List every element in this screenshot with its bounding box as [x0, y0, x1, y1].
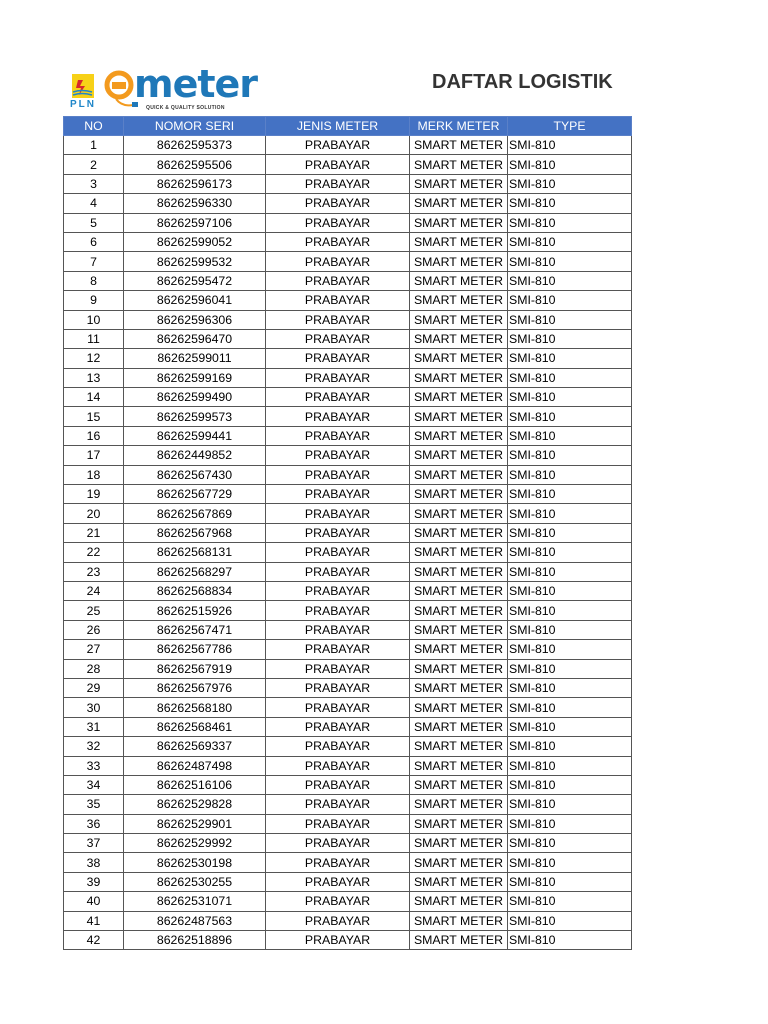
- cell-merk-meter: SMART METER: [410, 795, 508, 814]
- header-nomor-seri: NOMOR SERI: [124, 117, 266, 136]
- cell-no: 34: [64, 775, 124, 794]
- cell-merk-meter: SMART METER: [410, 174, 508, 193]
- cell-jenis-meter: PRABAYAR: [266, 155, 410, 174]
- cell-no: 6: [64, 232, 124, 251]
- cell-no: 4: [64, 194, 124, 213]
- cell-merk-meter: SMART METER: [410, 349, 508, 368]
- cell-no: 18: [64, 465, 124, 484]
- cell-no: 14: [64, 388, 124, 407]
- cell-nomor-seri: 86262568297: [124, 562, 266, 581]
- cell-type: SMI-810: [508, 795, 632, 814]
- cell-nomor-seri: 86262599532: [124, 252, 266, 271]
- cell-nomor-seri: 86262531071: [124, 892, 266, 911]
- cell-type: SMI-810: [508, 136, 632, 155]
- cell-jenis-meter: PRABAYAR: [266, 795, 410, 814]
- cell-type: SMI-810: [508, 581, 632, 600]
- cell-merk-meter: SMART METER: [410, 465, 508, 484]
- cell-merk-meter: SMART METER: [410, 523, 508, 542]
- table-row: [64, 911, 632, 930]
- table-row: [64, 659, 632, 678]
- cell-merk-meter: SMART METER: [410, 659, 508, 678]
- cell-jenis-meter: PRABAYAR: [266, 775, 410, 794]
- table-row: [64, 155, 632, 174]
- table-row: [64, 931, 632, 950]
- cell-nomor-seri: 86262599441: [124, 426, 266, 445]
- cell-nomor-seri: 86262567471: [124, 620, 266, 639]
- cell-no: 15: [64, 407, 124, 426]
- cell-merk-meter: SMART METER: [410, 640, 508, 659]
- table-row: [64, 814, 632, 833]
- cell-jenis-meter: PRABAYAR: [266, 465, 410, 484]
- cell-jenis-meter: PRABAYAR: [266, 213, 410, 232]
- cell-merk-meter: SMART METER: [410, 213, 508, 232]
- cell-no: 29: [64, 678, 124, 697]
- document-title: DAFTAR LOGISTIK: [432, 71, 613, 93]
- cell-merk-meter: SMART METER: [410, 756, 508, 775]
- cell-type: SMI-810: [508, 931, 632, 950]
- table-row: [64, 562, 632, 581]
- cell-type: SMI-810: [508, 349, 632, 368]
- cell-type: SMI-810: [508, 853, 632, 872]
- table-row: [64, 446, 632, 465]
- cell-type: SMI-810: [508, 213, 632, 232]
- table-row: [64, 349, 632, 368]
- table-row: [64, 232, 632, 251]
- cell-type: SMI-810: [508, 291, 632, 310]
- table-row: [64, 640, 632, 659]
- table-row: [64, 329, 632, 348]
- cell-type: SMI-810: [508, 659, 632, 678]
- cell-type: SMI-810: [508, 562, 632, 581]
- cell-nomor-seri: 86262567968: [124, 523, 266, 542]
- cell-merk-meter: SMART METER: [410, 911, 508, 930]
- cell-merk-meter: SMART METER: [410, 426, 508, 445]
- cell-merk-meter: SMART METER: [410, 872, 508, 891]
- cell-no: 2: [64, 155, 124, 174]
- cell-nomor-seri: 86262599052: [124, 232, 266, 251]
- cell-type: SMI-810: [508, 543, 632, 562]
- cell-nomor-seri: 86262449852: [124, 446, 266, 465]
- table-row: [64, 620, 632, 639]
- cell-jenis-meter: PRABAYAR: [266, 640, 410, 659]
- cell-no: 28: [64, 659, 124, 678]
- cell-jenis-meter: PRABAYAR: [266, 252, 410, 271]
- cell-jenis-meter: PRABAYAR: [266, 601, 410, 620]
- cell-jenis-meter: PRABAYAR: [266, 291, 410, 310]
- cell-type: SMI-810: [508, 775, 632, 794]
- table-row: [64, 407, 632, 426]
- cell-nomor-seri: 86262518896: [124, 931, 266, 950]
- cell-no: 37: [64, 834, 124, 853]
- cell-merk-meter: SMART METER: [410, 698, 508, 717]
- cell-merk-meter: SMART METER: [410, 601, 508, 620]
- cell-type: SMI-810: [508, 174, 632, 193]
- table-row: [64, 737, 632, 756]
- table-row: [64, 388, 632, 407]
- cell-merk-meter: SMART METER: [410, 252, 508, 271]
- cell-merk-meter: SMART METER: [410, 620, 508, 639]
- cell-jenis-meter: PRABAYAR: [266, 678, 410, 697]
- cell-nomor-seri: 86262597106: [124, 213, 266, 232]
- cell-jenis-meter: PRABAYAR: [266, 911, 410, 930]
- cell-no: 13: [64, 368, 124, 387]
- cell-no: 21: [64, 523, 124, 542]
- cell-nomor-seri: 86262568834: [124, 581, 266, 600]
- cell-nomor-seri: 86262595506: [124, 155, 266, 174]
- cell-merk-meter: SMART METER: [410, 853, 508, 872]
- cell-nomor-seri: 86262568461: [124, 717, 266, 736]
- cell-merk-meter: SMART METER: [410, 581, 508, 600]
- cell-jenis-meter: PRABAYAR: [266, 136, 410, 155]
- cell-nomor-seri: 86262567786: [124, 640, 266, 659]
- cell-type: SMI-810: [508, 620, 632, 639]
- cell-merk-meter: SMART METER: [410, 446, 508, 465]
- cell-type: SMI-810: [508, 717, 632, 736]
- cell-type: SMI-810: [508, 892, 632, 911]
- table-row: [64, 271, 632, 290]
- cell-merk-meter: SMART METER: [410, 485, 508, 504]
- cell-no: 33: [64, 756, 124, 775]
- cell-type: SMI-810: [508, 465, 632, 484]
- table-row: [64, 872, 632, 891]
- cell-merk-meter: SMART METER: [410, 543, 508, 562]
- table-row: [64, 581, 632, 600]
- cell-type: SMI-810: [508, 271, 632, 290]
- cell-nomor-seri: 86262515926: [124, 601, 266, 620]
- cell-merk-meter: SMART METER: [410, 388, 508, 407]
- cell-type: SMI-810: [508, 485, 632, 504]
- cell-nomor-seri: 86262567869: [124, 504, 266, 523]
- cell-jenis-meter: PRABAYAR: [266, 349, 410, 368]
- cell-type: SMI-810: [508, 756, 632, 775]
- cell-jenis-meter: PRABAYAR: [266, 232, 410, 251]
- cell-type: SMI-810: [508, 523, 632, 542]
- cell-jenis-meter: PRABAYAR: [266, 543, 410, 562]
- cell-type: SMI-810: [508, 252, 632, 271]
- cell-no: 5: [64, 213, 124, 232]
- cell-jenis-meter: PRABAYAR: [266, 620, 410, 639]
- cell-jenis-meter: PRABAYAR: [266, 407, 410, 426]
- table-row: [64, 136, 632, 155]
- header-jenis-meter: JENIS METER: [266, 117, 410, 136]
- cell-nomor-seri: 86262599011: [124, 349, 266, 368]
- cell-no: 31: [64, 717, 124, 736]
- cell-type: SMI-810: [508, 872, 632, 891]
- emeter-tagline: QUICK & QUALITY SOLUTION: [146, 105, 225, 111]
- table-row: [64, 310, 632, 329]
- cell-no: 30: [64, 698, 124, 717]
- cell-no: 41: [64, 911, 124, 930]
- cell-jenis-meter: PRABAYAR: [266, 271, 410, 290]
- cell-no: 10: [64, 310, 124, 329]
- cell-merk-meter: SMART METER: [410, 155, 508, 174]
- cell-nomor-seri: 86262567976: [124, 678, 266, 697]
- cell-no: 23: [64, 562, 124, 581]
- cell-jenis-meter: PRABAYAR: [266, 834, 410, 853]
- emeter-logo: [104, 62, 258, 114]
- cell-type: SMI-810: [508, 194, 632, 213]
- table-row: [64, 795, 632, 814]
- cell-jenis-meter: PRABAYAR: [266, 853, 410, 872]
- table-row: [64, 213, 632, 232]
- cell-merk-meter: SMART METER: [410, 407, 508, 426]
- table-row: [64, 426, 632, 445]
- cell-jenis-meter: PRABAYAR: [266, 368, 410, 387]
- cell-nomor-seri: 86262529901: [124, 814, 266, 833]
- cell-nomor-seri: 86262567919: [124, 659, 266, 678]
- cell-jenis-meter: PRABAYAR: [266, 446, 410, 465]
- cell-no: 27: [64, 640, 124, 659]
- cell-nomor-seri: 86262599169: [124, 368, 266, 387]
- cell-nomor-seri: 86262529828: [124, 795, 266, 814]
- cell-type: SMI-810: [508, 737, 632, 756]
- table-row: [64, 717, 632, 736]
- cell-nomor-seri: 86262516106: [124, 775, 266, 794]
- cell-type: SMI-810: [508, 232, 632, 251]
- cell-nomor-seri: 86262595472: [124, 271, 266, 290]
- header-no: NO: [64, 117, 124, 136]
- cell-no: 35: [64, 795, 124, 814]
- cell-jenis-meter: PRABAYAR: [266, 872, 410, 891]
- cell-nomor-seri: 86262530198: [124, 853, 266, 872]
- cell-nomor-seri: 86262487563: [124, 911, 266, 930]
- cell-merk-meter: SMART METER: [410, 717, 508, 736]
- cell-jenis-meter: PRABAYAR: [266, 388, 410, 407]
- cell-type: SMI-810: [508, 329, 632, 348]
- cell-no: 1: [64, 136, 124, 155]
- table-row: [64, 368, 632, 387]
- header-type: TYPE: [508, 117, 632, 136]
- cell-no: 22: [64, 543, 124, 562]
- cell-merk-meter: SMART METER: [410, 194, 508, 213]
- cell-jenis-meter: PRABAYAR: [266, 717, 410, 736]
- cell-merk-meter: SMART METER: [410, 775, 508, 794]
- cell-jenis-meter: PRABAYAR: [266, 892, 410, 911]
- cell-no: 25: [64, 601, 124, 620]
- cell-merk-meter: SMART METER: [410, 504, 508, 523]
- cell-jenis-meter: PRABAYAR: [266, 310, 410, 329]
- cell-no: 36: [64, 814, 124, 833]
- cell-no: 16: [64, 426, 124, 445]
- cell-nomor-seri: 86262487498: [124, 756, 266, 775]
- cell-type: SMI-810: [508, 640, 632, 659]
- cell-nomor-seri: 86262567729: [124, 485, 266, 504]
- cell-nomor-seri: 86262596173: [124, 174, 266, 193]
- table-row: [64, 291, 632, 310]
- cell-nomor-seri: 86262529992: [124, 834, 266, 853]
- table-row: [64, 678, 632, 697]
- cell-no: 20: [64, 504, 124, 523]
- cell-type: SMI-810: [508, 834, 632, 853]
- emeter-brand-text: meter: [134, 62, 258, 106]
- table-row: [64, 601, 632, 620]
- table-row: [64, 756, 632, 775]
- cell-jenis-meter: PRABAYAR: [266, 329, 410, 348]
- cell-jenis-meter: PRABAYAR: [266, 659, 410, 678]
- cell-jenis-meter: PRABAYAR: [266, 194, 410, 213]
- cell-no: 3: [64, 174, 124, 193]
- pln-logo-label: PLN: [70, 99, 96, 110]
- cell-no: 11: [64, 329, 124, 348]
- cell-merk-meter: SMART METER: [410, 136, 508, 155]
- cell-type: SMI-810: [508, 504, 632, 523]
- cell-jenis-meter: PRABAYAR: [266, 485, 410, 504]
- cell-type: SMI-810: [508, 814, 632, 833]
- cell-jenis-meter: PRABAYAR: [266, 523, 410, 542]
- table-row: [64, 853, 632, 872]
- cell-nomor-seri: 86262567430: [124, 465, 266, 484]
- cell-no: 17: [64, 446, 124, 465]
- cell-merk-meter: SMART METER: [410, 834, 508, 853]
- cell-nomor-seri: 86262596470: [124, 329, 266, 348]
- cell-merk-meter: SMART METER: [410, 329, 508, 348]
- cell-nomor-seri: 86262596306: [124, 310, 266, 329]
- cell-no: 26: [64, 620, 124, 639]
- cell-type: SMI-810: [508, 911, 632, 930]
- table-header-row: [64, 117, 632, 136]
- cell-merk-meter: SMART METER: [410, 931, 508, 950]
- cell-no: 9: [64, 291, 124, 310]
- cell-merk-meter: SMART METER: [410, 271, 508, 290]
- cell-merk-meter: SMART METER: [410, 892, 508, 911]
- cell-nomor-seri: 86262530255: [124, 872, 266, 891]
- cell-type: SMI-810: [508, 310, 632, 329]
- cell-jenis-meter: PRABAYAR: [266, 426, 410, 445]
- cell-no: 42: [64, 931, 124, 950]
- cell-merk-meter: SMART METER: [410, 737, 508, 756]
- cell-nomor-seri: 86262569337: [124, 737, 266, 756]
- table-row: [64, 523, 632, 542]
- table-row: [64, 892, 632, 911]
- cell-jenis-meter: PRABAYAR: [266, 581, 410, 600]
- cell-merk-meter: SMART METER: [410, 368, 508, 387]
- cell-nomor-seri: 86262595373: [124, 136, 266, 155]
- cell-no: 40: [64, 892, 124, 911]
- cell-jenis-meter: PRABAYAR: [266, 504, 410, 523]
- cell-merk-meter: SMART METER: [410, 562, 508, 581]
- cell-no: 12: [64, 349, 124, 368]
- cell-no: 39: [64, 872, 124, 891]
- cell-type: SMI-810: [508, 368, 632, 387]
- cell-nomor-seri: 86262599573: [124, 407, 266, 426]
- cell-jenis-meter: PRABAYAR: [266, 814, 410, 833]
- cell-nomor-seri: 86262568131: [124, 543, 266, 562]
- cell-type: SMI-810: [508, 601, 632, 620]
- cell-jenis-meter: PRABAYAR: [266, 737, 410, 756]
- table-row: [64, 174, 632, 193]
- table-row: [64, 698, 632, 717]
- table-row: [64, 252, 632, 271]
- table-row: [64, 465, 632, 484]
- cell-merk-meter: SMART METER: [410, 678, 508, 697]
- table-body: [64, 136, 632, 950]
- cell-no: 19: [64, 485, 124, 504]
- cell-no: 8: [64, 271, 124, 290]
- cell-jenis-meter: PRABAYAR: [266, 756, 410, 775]
- cell-jenis-meter: PRABAYAR: [266, 562, 410, 581]
- logistics-table: [63, 116, 632, 950]
- cell-no: 32: [64, 737, 124, 756]
- table-row: [64, 485, 632, 504]
- header-merk-meter: MERK METER: [410, 117, 508, 136]
- cell-no: 38: [64, 853, 124, 872]
- cell-no: 24: [64, 581, 124, 600]
- cell-nomor-seri: 86262596041: [124, 291, 266, 310]
- cell-merk-meter: SMART METER: [410, 310, 508, 329]
- cell-merk-meter: SMART METER: [410, 814, 508, 833]
- table-row: [64, 834, 632, 853]
- table-row: [64, 194, 632, 213]
- table-row: [64, 543, 632, 562]
- cell-nomor-seri: 86262568180: [124, 698, 266, 717]
- cell-type: SMI-810: [508, 407, 632, 426]
- cell-type: SMI-810: [508, 446, 632, 465]
- cell-nomor-seri: 86262599490: [124, 388, 266, 407]
- cell-merk-meter: SMART METER: [410, 291, 508, 310]
- cell-jenis-meter: PRABAYAR: [266, 174, 410, 193]
- cell-type: SMI-810: [508, 678, 632, 697]
- cell-no: 7: [64, 252, 124, 271]
- cell-type: SMI-810: [508, 698, 632, 717]
- cell-merk-meter: SMART METER: [410, 232, 508, 251]
- cell-type: SMI-810: [508, 388, 632, 407]
- page-header: [0, 0, 768, 116]
- cell-nomor-seri: 86262596330: [124, 194, 266, 213]
- cell-type: SMI-810: [508, 426, 632, 445]
- table-row: [64, 504, 632, 523]
- cell-jenis-meter: PRABAYAR: [266, 698, 410, 717]
- cell-type: SMI-810: [508, 155, 632, 174]
- cell-jenis-meter: PRABAYAR: [266, 931, 410, 950]
- table-row: [64, 775, 632, 794]
